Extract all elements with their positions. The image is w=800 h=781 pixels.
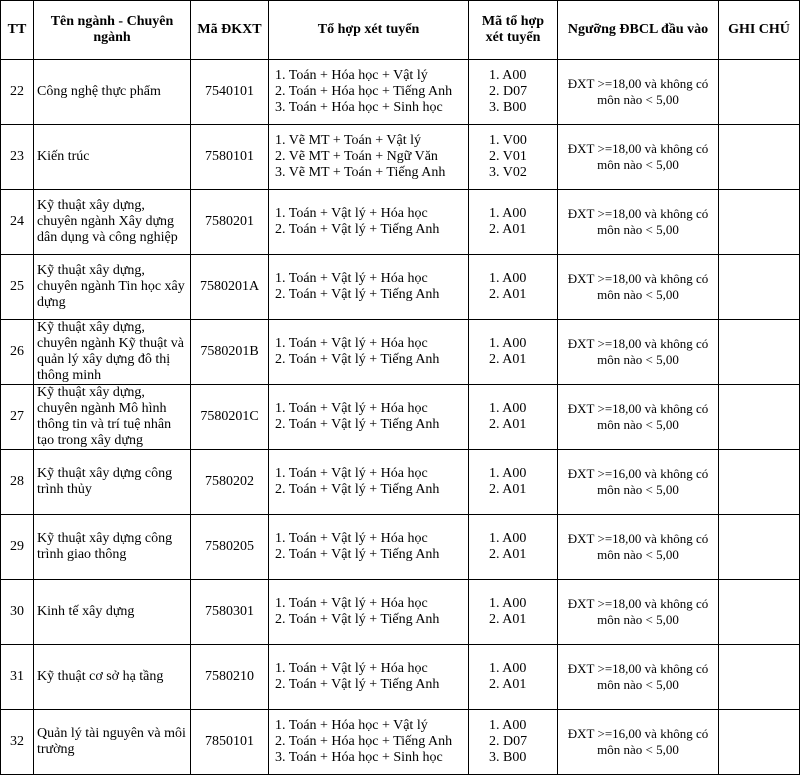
subject-combination-line: 2. Toán + Vật lý + Tiếng Anh bbox=[275, 677, 440, 692]
quality-threshold-line: ĐXT >=18,00 và không có bbox=[567, 596, 709, 611]
quality-threshold-line: môn nào < 5,00 bbox=[597, 742, 679, 757]
combination-code-line: 3. B00 bbox=[489, 750, 527, 765]
combination-code-line: 1. A00 bbox=[489, 531, 527, 546]
quality-threshold-line: môn nào < 5,00 bbox=[597, 287, 679, 302]
subject-combination bbox=[269, 710, 469, 775]
subject-combination bbox=[269, 450, 469, 515]
combination-code-line: 2. D07 bbox=[489, 84, 528, 99]
header-note: GHI CHÚ bbox=[719, 1, 800, 60]
combination-code-line: 2. A01 bbox=[489, 482, 527, 497]
subject-combination-line: 1. Toán + Hóa học + Vật lý bbox=[275, 718, 428, 733]
subject-combination-line: 1. Toán + Vật lý + Hóa học bbox=[275, 401, 428, 416]
quality-threshold-line: môn nào < 5,00 bbox=[597, 352, 679, 367]
combination-code bbox=[469, 320, 558, 385]
registration-code: 7580101 bbox=[191, 125, 269, 190]
combination-code-line: 1. A00 bbox=[489, 661, 527, 676]
combination-code-line: 1. A00 bbox=[489, 271, 527, 286]
header-name: Tên ngành - Chuyên ngành bbox=[34, 1, 191, 60]
subject-combination-line: 2. Toán + Vật lý + Tiếng Anh bbox=[275, 287, 440, 302]
combination-code bbox=[469, 450, 558, 515]
combination-code bbox=[469, 515, 558, 580]
table-row bbox=[1, 645, 800, 710]
combination-code bbox=[469, 255, 558, 320]
subject-combination-line: 1. Toán + Hóa học + Vật lý bbox=[275, 68, 428, 83]
subject-combination-line: 3. Vẽ MT + Toán + Tiếng Anh bbox=[275, 165, 446, 180]
combination-code-line: 1. A00 bbox=[489, 336, 527, 351]
major-name: Kỹ thuật xây dựng, chuyên ngành Xây dựng dân dụng và công nghiệp bbox=[34, 190, 191, 255]
table-body bbox=[1, 60, 800, 775]
note-cell bbox=[719, 450, 800, 515]
quality-threshold bbox=[558, 190, 719, 255]
table-row bbox=[1, 515, 800, 580]
combination-code-line: 2. V01 bbox=[489, 149, 527, 164]
combination-code-line: 1. A00 bbox=[489, 401, 527, 416]
registration-code: 7580205 bbox=[191, 515, 269, 580]
table-row bbox=[1, 125, 800, 190]
table-row bbox=[1, 255, 800, 320]
subject-combination-line: 2. Toán + Vật lý + Tiếng Anh bbox=[275, 547, 440, 562]
quality-threshold-line: ĐXT >=18,00 và không có bbox=[567, 401, 709, 416]
subject-combination-line: 1. Toán + Vật lý + Hóa học bbox=[275, 596, 428, 611]
combination-code-line: 2. A01 bbox=[489, 677, 527, 692]
note-cell bbox=[719, 320, 800, 385]
quality-threshold-line: ĐXT >=18,00 và không có bbox=[567, 531, 709, 546]
subject-combination-line: 1. Toán + Vật lý + Hóa học bbox=[275, 661, 428, 676]
registration-code: 7850101 bbox=[191, 710, 269, 775]
subject-combination bbox=[269, 515, 469, 580]
quality-threshold-line: môn nào < 5,00 bbox=[597, 92, 679, 107]
combination-code-line: 3. B00 bbox=[489, 100, 527, 115]
quality-threshold-line: môn nào < 5,00 bbox=[597, 157, 679, 172]
table-row bbox=[1, 385, 800, 450]
registration-code: 7580201B bbox=[191, 320, 269, 385]
subject-combination bbox=[269, 580, 469, 645]
row-number: 28 bbox=[1, 450, 34, 515]
subject-combination-line: 2. Toán + Vật lý + Tiếng Anh bbox=[275, 482, 440, 497]
quality-threshold bbox=[558, 710, 719, 775]
combination-code-line: 2. A01 bbox=[489, 352, 527, 367]
subject-combination-line: 2. Toán + Vật lý + Tiếng Anh bbox=[275, 352, 440, 367]
subject-combination-line: 2. Toán + Vật lý + Tiếng Anh bbox=[275, 612, 440, 627]
note-cell bbox=[719, 645, 800, 710]
quality-threshold bbox=[558, 125, 719, 190]
combination-code-line: 1. A00 bbox=[489, 206, 527, 221]
subject-combination bbox=[269, 255, 469, 320]
quality-threshold-line: môn nào < 5,00 bbox=[597, 417, 679, 432]
combination-code-line: 2. D07 bbox=[489, 734, 528, 749]
combination-code-line: 2. A01 bbox=[489, 222, 527, 237]
quality-threshold-line: môn nào < 5,00 bbox=[597, 482, 679, 497]
note-cell bbox=[719, 255, 800, 320]
header-threshold: Ngưỡng ĐBCL đầu vào bbox=[558, 1, 719, 60]
table-row bbox=[1, 190, 800, 255]
major-name: Kỹ thuật xây dựng công trình thủy bbox=[34, 450, 191, 515]
subject-combination-line: 2. Toán + Vật lý + Tiếng Anh bbox=[275, 222, 440, 237]
table-row bbox=[1, 580, 800, 645]
major-name: Kỹ thuật xây dựng, chuyên ngành Kỹ thuật và quản lý xây dựng đô thị thông minh bbox=[34, 320, 191, 385]
note-cell bbox=[719, 125, 800, 190]
quality-threshold bbox=[558, 385, 719, 450]
quality-threshold-line: ĐXT >=16,00 và không có bbox=[567, 466, 709, 481]
subject-combination-line: 2. Toán + Hóa học + Tiếng Anh bbox=[275, 84, 453, 99]
combination-code-line: 3. V02 bbox=[489, 165, 527, 180]
quality-threshold-line: ĐXT >=18,00 và không có bbox=[567, 76, 709, 91]
combination-code-line: 2. A01 bbox=[489, 612, 527, 627]
major-name: Kinh tế xây dựng bbox=[34, 580, 191, 645]
major-name: Công nghệ thực phẩm bbox=[34, 60, 191, 125]
note-cell bbox=[719, 60, 800, 125]
subject-combination-line: 3. Toán + Hóa học + Sinh học bbox=[275, 100, 443, 115]
registration-code: 7580202 bbox=[191, 450, 269, 515]
subject-combination bbox=[269, 645, 469, 710]
combination-code bbox=[469, 125, 558, 190]
combination-code-line: 2. A01 bbox=[489, 547, 527, 562]
subject-combination-line: 2. Vẽ MT + Toán + Ngữ Văn bbox=[275, 149, 438, 164]
header-code: Mã ĐKXT bbox=[191, 1, 269, 60]
subject-combination-line: 1. Toán + Vật lý + Hóa học bbox=[275, 466, 428, 481]
registration-code: 7540101 bbox=[191, 60, 269, 125]
note-cell bbox=[719, 710, 800, 775]
row-number: 24 bbox=[1, 190, 34, 255]
subject-combination-line: 3. Toán + Hóa học + Sinh học bbox=[275, 750, 443, 765]
combination-code bbox=[469, 580, 558, 645]
combination-code bbox=[469, 710, 558, 775]
quality-threshold-line: ĐXT >=16,00 và không có bbox=[567, 726, 709, 741]
subject-combination-line: 2. Toán + Hóa học + Tiếng Anh bbox=[275, 734, 453, 749]
quality-threshold-line: ĐXT >=18,00 và không có bbox=[567, 206, 709, 221]
combination-code-line: 1. A00 bbox=[489, 718, 527, 733]
header-row bbox=[1, 1, 800, 60]
row-number: 32 bbox=[1, 710, 34, 775]
combination-code-line: 2. A01 bbox=[489, 287, 527, 302]
row-number: 30 bbox=[1, 580, 34, 645]
quality-threshold-line: ĐXT >=18,00 và không có bbox=[567, 336, 709, 351]
quality-threshold bbox=[558, 255, 719, 320]
row-number: 25 bbox=[1, 255, 34, 320]
header-tt: TT bbox=[1, 1, 34, 60]
quality-threshold bbox=[558, 515, 719, 580]
quality-threshold bbox=[558, 450, 719, 515]
registration-code: 7580201C bbox=[191, 385, 269, 450]
major-name: Kỹ thuật cơ sở hạ tầng bbox=[34, 645, 191, 710]
combination-code-line: 1. A00 bbox=[489, 596, 527, 611]
quality-threshold-line: ĐXT >=18,00 và không có bbox=[567, 141, 709, 156]
combination-code-line: 1. A00 bbox=[489, 68, 527, 83]
subject-combination-line: 1. Toán + Vật lý + Hóa học bbox=[275, 531, 428, 546]
table-row bbox=[1, 320, 800, 385]
subject-combination bbox=[269, 60, 469, 125]
quality-threshold-line: ĐXT >=18,00 và không có bbox=[567, 661, 709, 676]
combination-code bbox=[469, 60, 558, 125]
row-number: 29 bbox=[1, 515, 34, 580]
combination-code-line: 2. A01 bbox=[489, 417, 527, 432]
registration-code: 7580201 bbox=[191, 190, 269, 255]
note-cell bbox=[719, 190, 800, 255]
major-name: Kỹ thuật xây dựng, chuyên ngành Tin học xây dựng bbox=[34, 255, 191, 320]
registration-code: 7580210 bbox=[191, 645, 269, 710]
subject-combination-line: 1. Vẽ MT + Toán + Vật lý bbox=[275, 133, 421, 148]
quality-threshold bbox=[558, 580, 719, 645]
subject-combination bbox=[269, 385, 469, 450]
subject-combination bbox=[269, 320, 469, 385]
quality-threshold-line: môn nào < 5,00 bbox=[597, 222, 679, 237]
major-name: Quản lý tài nguyên và môi trường bbox=[34, 710, 191, 775]
subject-combination-line: 1. Toán + Vật lý + Hóa học bbox=[275, 271, 428, 286]
combination-code bbox=[469, 190, 558, 255]
combination-code bbox=[469, 645, 558, 710]
table-row bbox=[1, 710, 800, 775]
table-row bbox=[1, 450, 800, 515]
subject-combination bbox=[269, 125, 469, 190]
quality-threshold-line: môn nào < 5,00 bbox=[597, 612, 679, 627]
row-number: 27 bbox=[1, 385, 34, 450]
header-combo-code: Mã tổ hợp xét tuyển bbox=[469, 1, 558, 60]
note-cell bbox=[719, 515, 800, 580]
row-number: 26 bbox=[1, 320, 34, 385]
combination-code bbox=[469, 385, 558, 450]
subject-combination-line: 1. Toán + Vật lý + Hóa học bbox=[275, 206, 428, 221]
quality-threshold bbox=[558, 645, 719, 710]
major-name: Kỹ thuật xây dựng công trình giao thông bbox=[34, 515, 191, 580]
combination-code-line: 1. V00 bbox=[489, 133, 527, 148]
quality-threshold-line: môn nào < 5,00 bbox=[597, 677, 679, 692]
quality-threshold-line: ĐXT >=18,00 và không có bbox=[567, 271, 709, 286]
subject-combination-line: 1. Toán + Vật lý + Hóa học bbox=[275, 336, 428, 351]
quality-threshold bbox=[558, 60, 719, 125]
header-combo: Tổ hợp xét tuyển bbox=[269, 1, 469, 60]
note-cell bbox=[719, 580, 800, 645]
row-number: 22 bbox=[1, 60, 34, 125]
major-name: Kỹ thuật xây dựng, chuyên ngành Mô hình thông tin và trí tuệ nhân tạo trong xây dựng bbox=[34, 385, 191, 450]
subject-combination bbox=[269, 190, 469, 255]
quality-threshold-line: môn nào < 5,00 bbox=[597, 547, 679, 562]
subject-combination-line: 2. Toán + Vật lý + Tiếng Anh bbox=[275, 417, 440, 432]
table-row bbox=[1, 60, 800, 125]
registration-code: 7580201A bbox=[191, 255, 269, 320]
combination-code-line: 1. A00 bbox=[489, 466, 527, 481]
quality-threshold bbox=[558, 320, 719, 385]
major-name: Kiến trúc bbox=[34, 125, 191, 190]
note-cell bbox=[719, 385, 800, 450]
row-number: 31 bbox=[1, 645, 34, 710]
registration-code: 7580301 bbox=[191, 580, 269, 645]
row-number: 23 bbox=[1, 125, 34, 190]
